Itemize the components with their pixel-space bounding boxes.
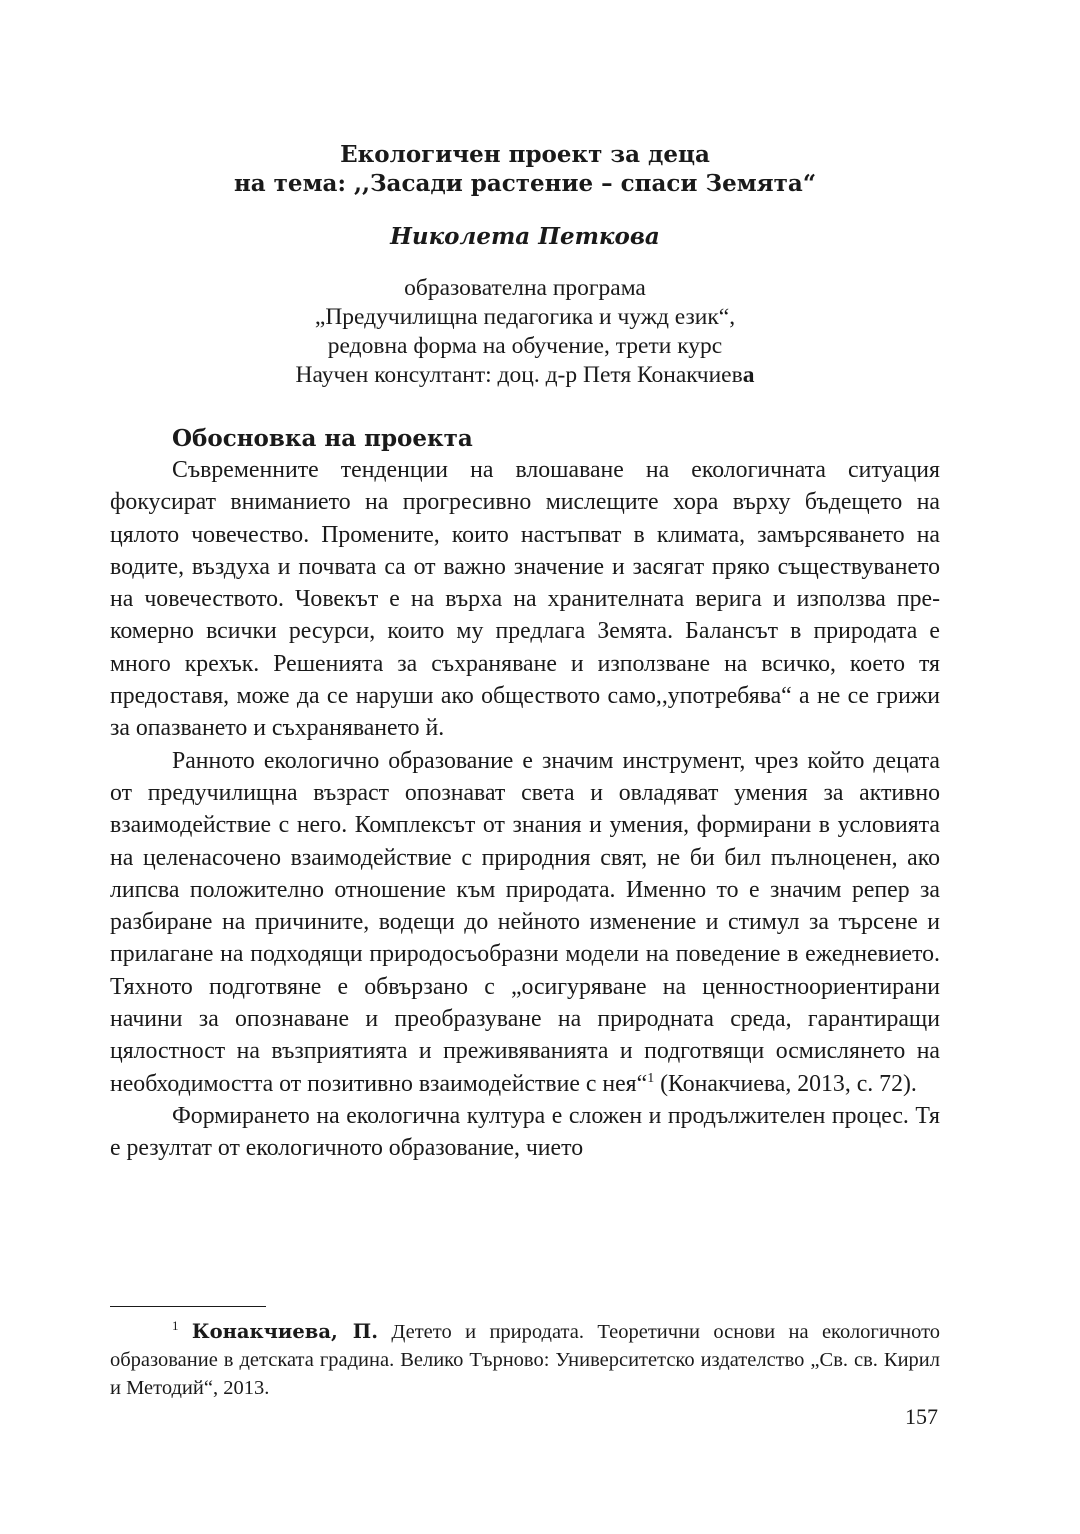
body-paragraph-2: [110, 745, 940, 1100]
article-header: [110, 140, 940, 390]
affiliation-line-1: образователна програма: [404, 275, 646, 301]
article-body: [110, 424, 940, 1165]
body-paragraph-1: Съвременните тенденции на влошаване на екологичната ситуация фокусират вниманието на прогресивно мислещите хора върху бъдещето на цялото човечество. Промените, които настъпват в климата, замърсяването на водите, въздуха и почвата са от важно значение и засягат пряко съществуването на човечеството. Човекът е на върха на хранителната верига и използва прекомерно всички ресурси, които му предлага Земята. Балансът в природата е много крехък. Решенията за съхраняване и използване на всичко, което тя предоставя, може да се наруши ако обществото само,,употребява“ а не се грижи за опазването и съхраняването й.: [110, 457, 940, 742]
footnote-text: Детето и природата. Теоретични основи на екологичното образование в детската градина. Велико Търново: Университетско издателство „Св. св. Кирил и Методий“, 2013.: [110, 1321, 941, 1399]
affiliation-line-3: редовна форма на обучение, трети курс: [327, 333, 723, 359]
article-title-line-2: на тема: ,,Засади растение – спаси Земята“: [233, 170, 817, 197]
body-paragraph-3: Формирането на екологична култура е сложен и продължителен процес. Тя е резултат от екологичното образование, чието: [110, 1102, 940, 1162]
footnote: [110, 1318, 940, 1402]
page-number: 157: [905, 1404, 938, 1429]
footnote-divider: [110, 1306, 266, 1307]
author-name: Николета Петкова: [390, 223, 660, 250]
advisor-text: Научен консултант: доц. д-р Петя Конакчиев: [295, 362, 743, 388]
footnote-author: Конакчиева, П.: [191, 1320, 378, 1343]
article-title-line-1: Екологичен проект за деца: [340, 141, 710, 168]
advisor-text-last-letter: а: [742, 362, 755, 388]
section-heading: Обосновка на проекта: [172, 425, 473, 452]
body-paragraph-2-text: Ранното екологично образование е значим инструмент, чрез който децата от предучилищна възраст опознават света и овладяват умения за активно взаимодействие с него. Комплексът от знания и умения, формирани в условията на целенасочено взаимодействие с природния свят, не би бил пълноценен, ако липсва положително отношение към природата. Именно то е значим репер за разбиране на причините, водещи до нейното изменение и стимул за търсене и прилагане на подходящи природосъобразни модели на поведение в ежедневието. Тяхното подготвяне е обвързано с „осигуряване на ценностноориентирани начини за опознаване и преобразуване на природната среда, гарантиращи цялостност на възприятията и преживяванията и подготвящи осмислянето на необходимостта от позитивно взаимодействие с нея“: [110, 747, 940, 1097]
footnote-reference[interactable]: 1: [647, 1070, 655, 1086]
affiliation-line-4: [110, 361, 940, 390]
footnote-mark: 1: [172, 1318, 179, 1334]
affiliation-line-2: „Предучилищна педагогика и чужд език“,: [314, 304, 736, 330]
author-affiliation: [110, 274, 940, 390]
body-paragraph-2-citation: (Конакчиева, 2013, с. 72).: [654, 1070, 917, 1097]
